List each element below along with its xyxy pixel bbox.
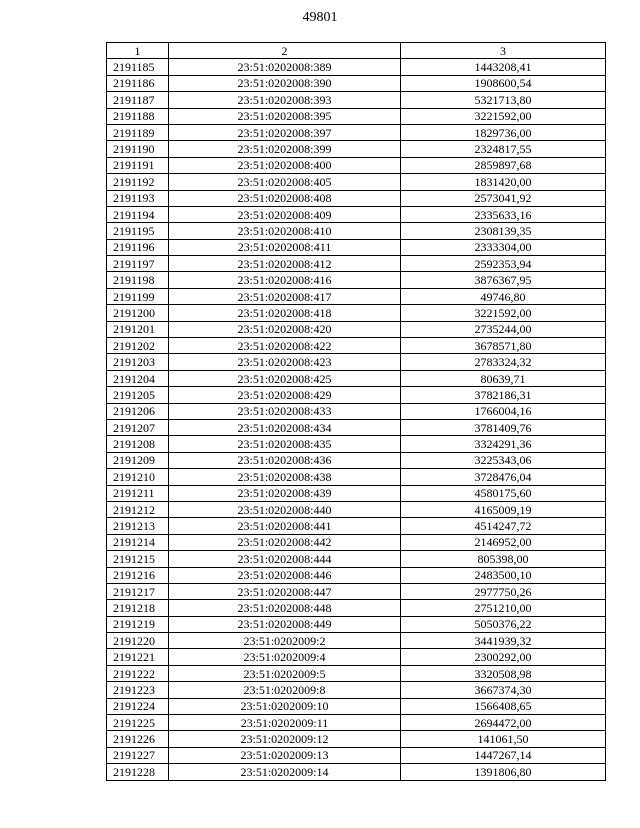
value-cell: 2300292,00 <box>401 649 606 665</box>
cadastral-number-cell: 23:51:0202009:8 <box>169 682 401 698</box>
column-header-1: 1 <box>107 43 169 59</box>
value-cell: 5321713,80 <box>401 92 606 108</box>
value-cell: 3221592,00 <box>401 108 606 124</box>
cadastral-number-cell: 23:51:0202009:2 <box>169 633 401 649</box>
row-number-cell: 2191199 <box>107 288 169 304</box>
table-row <box>107 92 606 108</box>
row-number-cell: 2191221 <box>107 649 169 665</box>
row-number-cell: 2191219 <box>107 616 169 632</box>
table-row <box>107 59 606 75</box>
value-cell: 2573041,92 <box>401 190 606 206</box>
cadastral-number-cell: 23:51:0202008:423 <box>169 354 401 370</box>
table-row <box>107 75 606 91</box>
value-cell: 2146952,00 <box>401 534 606 550</box>
row-number-cell: 2191186 <box>107 75 169 91</box>
value-cell: 1391806,80 <box>401 764 606 780</box>
table-row <box>107 551 606 567</box>
cadastral-number-cell: 23:51:0202008:438 <box>169 469 401 485</box>
row-number-cell: 2191202 <box>107 338 169 354</box>
row-number-cell: 2191220 <box>107 633 169 649</box>
cadastral-number-cell: 23:51:0202008:436 <box>169 452 401 468</box>
cadastral-number-cell: 23:51:0202008:441 <box>169 518 401 534</box>
cadastral-number-cell: 23:51:0202008:408 <box>169 190 401 206</box>
table-row <box>107 403 606 419</box>
row-number-cell: 2191216 <box>107 567 169 583</box>
row-number-cell: 2191223 <box>107 682 169 698</box>
cadastral-number-cell: 23:51:0202008:412 <box>169 256 401 272</box>
cadastral-number-cell: 23:51:0202008:420 <box>169 321 401 337</box>
cadastral-number-cell: 23:51:0202008:446 <box>169 567 401 583</box>
value-cell: 2735244,00 <box>401 321 606 337</box>
table-row <box>107 436 606 452</box>
table-row <box>107 764 606 780</box>
table-row <box>107 239 606 255</box>
table-body <box>107 59 606 780</box>
cadastral-number-cell: 23:51:0202008:410 <box>169 223 401 239</box>
cadastral-number-cell: 23:51:0202008:435 <box>169 436 401 452</box>
value-cell: 2333304,00 <box>401 239 606 255</box>
table-row <box>107 469 606 485</box>
column-header-2: 2 <box>169 43 401 59</box>
cadastral-number-cell: 23:51:0202008:447 <box>169 583 401 599</box>
value-cell: 3667374,30 <box>401 682 606 698</box>
cadastral-number-cell: 23:51:0202008:442 <box>169 534 401 550</box>
row-number-cell: 2191194 <box>107 206 169 222</box>
row-number-cell: 2191204 <box>107 370 169 386</box>
row-number-cell: 2191196 <box>107 239 169 255</box>
row-number-cell: 2191228 <box>107 764 169 780</box>
row-number-cell: 2191225 <box>107 715 169 731</box>
table-row <box>107 567 606 583</box>
value-cell: 1447267,14 <box>401 747 606 763</box>
cadastral-number-cell: 23:51:0202008:440 <box>169 501 401 517</box>
cadastral-number-cell: 23:51:0202009:13 <box>169 747 401 763</box>
table-row <box>107 534 606 550</box>
cadastral-number-cell: 23:51:0202008:389 <box>169 59 401 75</box>
value-cell: 49746,80 <box>401 288 606 304</box>
value-cell: 2308139,35 <box>401 223 606 239</box>
row-number-cell: 2191207 <box>107 419 169 435</box>
row-number-cell: 2191203 <box>107 354 169 370</box>
cadastral-number-cell: 23:51:0202008:449 <box>169 616 401 632</box>
row-number-cell: 2191224 <box>107 698 169 714</box>
table-row <box>107 157 606 173</box>
cadastral-number-cell: 23:51:0202008:439 <box>169 485 401 501</box>
value-cell: 1831420,00 <box>401 174 606 190</box>
row-number-cell: 2191208 <box>107 436 169 452</box>
row-number-cell: 2191190 <box>107 141 169 157</box>
table-row <box>107 141 606 157</box>
value-cell: 1829736,00 <box>401 124 606 140</box>
cadastral-number-cell: 23:51:0202008:433 <box>169 403 401 419</box>
table-row <box>107 223 606 239</box>
cadastral-number-cell: 23:51:0202009:10 <box>169 698 401 714</box>
value-cell: 1908600,54 <box>401 75 606 91</box>
row-number-cell: 2191195 <box>107 223 169 239</box>
table-row <box>107 616 606 632</box>
row-number-cell: 2191226 <box>107 731 169 747</box>
value-cell: 2483500,10 <box>401 567 606 583</box>
table-row <box>107 370 606 386</box>
value-cell: 2335633,16 <box>401 206 606 222</box>
table-row <box>107 649 606 665</box>
value-cell: 2694472,00 <box>401 715 606 731</box>
value-cell: 805398,00 <box>401 551 606 567</box>
value-cell: 80639,71 <box>401 370 606 386</box>
cadastral-number-cell: 23:51:0202008:400 <box>169 157 401 173</box>
cadastral-number-cell: 23:51:0202009:12 <box>169 731 401 747</box>
value-cell: 3876367,95 <box>401 272 606 288</box>
table-row <box>107 698 606 714</box>
value-cell: 2859897,68 <box>401 157 606 173</box>
value-cell: 2751210,00 <box>401 600 606 616</box>
row-number-cell: 2191215 <box>107 551 169 567</box>
table-row <box>107 501 606 517</box>
value-cell: 1766004,16 <box>401 403 606 419</box>
table-row <box>107 354 606 370</box>
cadastral-number-cell: 23:51:0202008:444 <box>169 551 401 567</box>
cadastral-number-cell: 23:51:0202008:417 <box>169 288 401 304</box>
row-number-cell: 2191206 <box>107 403 169 419</box>
value-cell: 2592353,94 <box>401 256 606 272</box>
row-number-cell: 2191218 <box>107 600 169 616</box>
value-cell: 2977750,26 <box>401 583 606 599</box>
table-row <box>107 124 606 140</box>
row-number-cell: 2191211 <box>107 485 169 501</box>
column-header-3: 3 <box>401 43 606 59</box>
row-number-cell: 2191197 <box>107 256 169 272</box>
value-cell: 1566408,65 <box>401 698 606 714</box>
value-cell: 3221592,00 <box>401 305 606 321</box>
row-number-cell: 2191198 <box>107 272 169 288</box>
row-number-cell: 2191188 <box>107 108 169 124</box>
row-number-cell: 2191227 <box>107 747 169 763</box>
cadastral-number-cell: 23:51:0202008:448 <box>169 600 401 616</box>
row-number-cell: 2191222 <box>107 665 169 681</box>
cadastral-number-cell: 23:51:0202008:397 <box>169 124 401 140</box>
table-row <box>107 338 606 354</box>
value-cell: 4165009,19 <box>401 501 606 517</box>
value-cell: 141061,50 <box>401 731 606 747</box>
row-number-cell: 2191189 <box>107 124 169 140</box>
row-number-cell: 2191187 <box>107 92 169 108</box>
row-number-cell: 2191209 <box>107 452 169 468</box>
value-cell: 2783324,32 <box>401 354 606 370</box>
cadastral-number-cell: 23:51:0202008:429 <box>169 387 401 403</box>
cadastral-number-cell: 23:51:0202008:425 <box>169 370 401 386</box>
cadastral-number-cell: 23:51:0202008:409 <box>169 206 401 222</box>
cadastral-number-cell: 23:51:0202008:418 <box>169 305 401 321</box>
row-number-cell: 2191192 <box>107 174 169 190</box>
table-row <box>107 272 606 288</box>
row-number-cell: 2191205 <box>107 387 169 403</box>
value-cell: 3441939,32 <box>401 633 606 649</box>
table-row <box>107 288 606 304</box>
table-row <box>107 419 606 435</box>
page-number: 49801 <box>302 10 338 25</box>
cadastral-number-cell: 23:51:0202009:11 <box>169 715 401 731</box>
value-cell: 3320508,98 <box>401 665 606 681</box>
cadastral-number-cell: 23:51:0202009:5 <box>169 665 401 681</box>
cadastral-number-cell: 23:51:0202008:399 <box>169 141 401 157</box>
cadastral-number-cell: 23:51:0202008:411 <box>169 239 401 255</box>
table-row <box>107 206 606 222</box>
table-row <box>107 485 606 501</box>
cadastral-number-cell: 23:51:0202008:395 <box>169 108 401 124</box>
table-row <box>107 452 606 468</box>
row-number-cell: 2191212 <box>107 501 169 517</box>
value-cell: 2324817,55 <box>401 141 606 157</box>
data-table <box>106 42 606 781</box>
value-cell: 4514247,72 <box>401 518 606 534</box>
cadastral-number-cell: 23:51:0202008:434 <box>169 419 401 435</box>
table-row <box>107 256 606 272</box>
value-cell: 3225343,06 <box>401 452 606 468</box>
row-number-cell: 2191193 <box>107 190 169 206</box>
table-header <box>107 43 606 59</box>
table-row <box>107 583 606 599</box>
table-row <box>107 600 606 616</box>
row-number-cell: 2191200 <box>107 305 169 321</box>
table-row <box>107 190 606 206</box>
header-row <box>107 43 606 59</box>
value-cell: 3782186,31 <box>401 387 606 403</box>
table-row <box>107 174 606 190</box>
cadastral-number-cell: 23:51:0202008:390 <box>169 75 401 91</box>
table-row <box>107 682 606 698</box>
table-row <box>107 305 606 321</box>
value-cell: 3781409,76 <box>401 419 606 435</box>
table-row <box>107 715 606 731</box>
table-row <box>107 518 606 534</box>
value-cell: 3324291,36 <box>401 436 606 452</box>
value-cell: 1443208,41 <box>401 59 606 75</box>
cadastral-number-cell: 23:51:0202009:4 <box>169 649 401 665</box>
cadastral-number-cell: 23:51:0202008:405 <box>169 174 401 190</box>
table-row <box>107 387 606 403</box>
value-cell: 3728476,04 <box>401 469 606 485</box>
table-row <box>107 633 606 649</box>
cadastral-number-cell: 23:51:0202008:416 <box>169 272 401 288</box>
value-cell: 3678571,80 <box>401 338 606 354</box>
row-number-cell: 2191214 <box>107 534 169 550</box>
table-row <box>107 665 606 681</box>
cadastral-number-cell: 23:51:0202008:422 <box>169 338 401 354</box>
value-cell: 4580175,60 <box>401 485 606 501</box>
cadastral-number-cell: 23:51:0202009:14 <box>169 764 401 780</box>
value-cell: 5050376,22 <box>401 616 606 632</box>
row-number-cell: 2191213 <box>107 518 169 534</box>
row-number-cell: 2191191 <box>107 157 169 173</box>
table-row <box>107 731 606 747</box>
table-row <box>107 108 606 124</box>
cadastral-number-cell: 23:51:0202008:393 <box>169 92 401 108</box>
row-number-cell: 2191217 <box>107 583 169 599</box>
row-number-cell: 2191201 <box>107 321 169 337</box>
table-row <box>107 747 606 763</box>
table-row <box>107 321 606 337</box>
row-number-cell: 2191210 <box>107 469 169 485</box>
row-number-cell: 2191185 <box>107 59 169 75</box>
